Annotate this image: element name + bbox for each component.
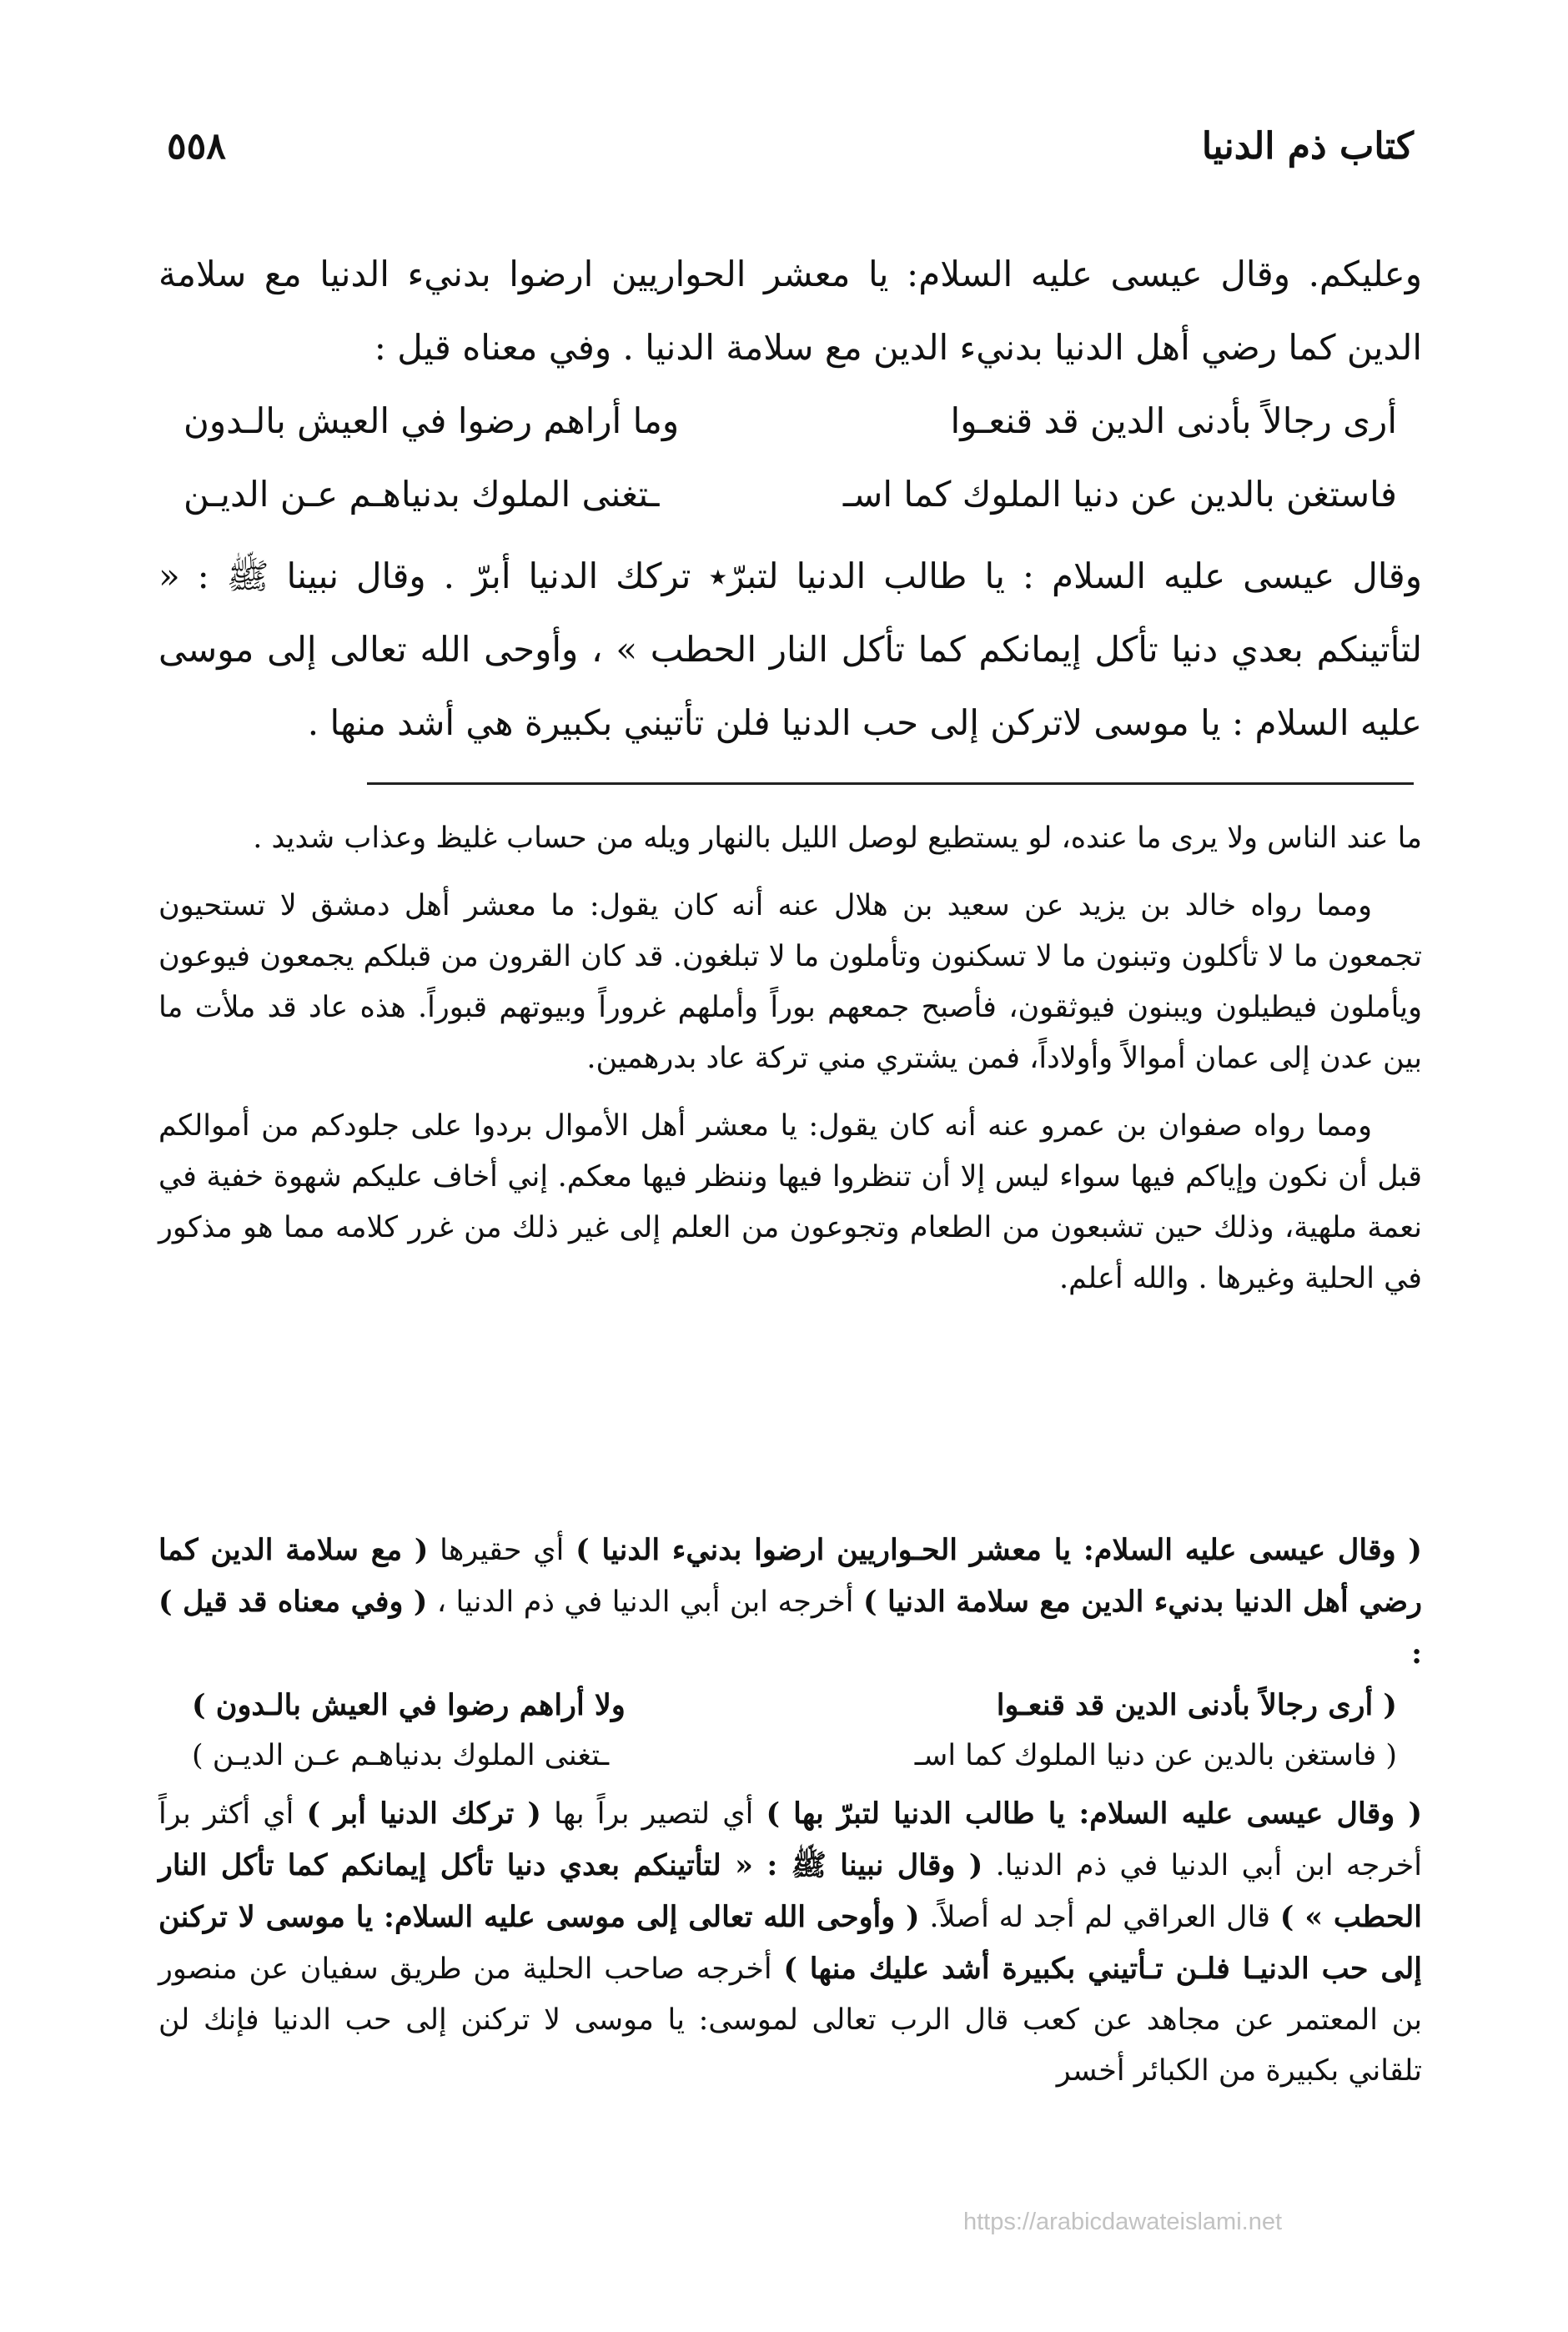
commentary-verse-2-first: ( فاستغن بالدين عن دنيا الملوك كما اسـ [914, 1739, 1397, 1772]
commentary-verse-1 [158, 1680, 1422, 1731]
commentary-verse-1-first: ( أرى رجالاً بأدنى الدين قد قنعـوا [996, 1688, 1397, 1722]
quoted-text: ( وقال عيسى عليه السلام: يا طالب الدنيا لتبرّ بها ) [766, 1797, 1423, 1831]
gloss: أخرجه ابن أبي الدنيا في ذم الدنيا ، [427, 1586, 863, 1619]
commentary-verse-1-second: ولا أراهم رضوا في العيش بالـدون ) [192, 1688, 626, 1722]
page-number: ٥٥٨ [167, 125, 226, 168]
gloss: أي أكثر براً أخرجه ابن أبي الدنيا في ذم الدنيا. [158, 1797, 1422, 1882]
main-paragraph-1: وعليكم. وقال عيسى عليه السلام: يا معشر الحواريين ارضوا بدنيء الدنيا مع سلامة الدين كما رضي أهل الدنيا بدنيء الدين مع سلامة الدنيا . وفي معناه قيل : [158, 254, 1422, 368]
footnote-khalid: ومما رواه خالد بن يزيد عن سعيد بن هلال عنه أنه كان يقول: ما معشر أهل دمشق لا تستحيون تجمعون ما لا تأكلون وتبنون ما لا تسكنون وتأملون ما لا تبلغون. قد كان القرون من قبلكم يجمعون فيوعون ويأملون فيطيلون ويبنون فيوثقون، فأصبح جمعهم بوراً وأملهم غروراً وبيوتهم قبوراً. هذه عاد قد ملأت ما بين عدن إلى عمان أموالاً وأولاداً، فمن يشتري مني تركة عاد بدرهمين. [158, 889, 1422, 1075]
commentary-verse-2 [158, 1731, 1422, 1782]
commentary-paragraph-1 [158, 1525, 1422, 1680]
main-paragraph-2: وقال عيسى عليه السلام : يا طالب الدنيا لتبرّ٭ تركك الدنيا أبرّ . وقال نبينا ﷺ : « لتأتينكم بعدي دنيا تأكل إيمانكم كما تأكل النار الحطب » ، وأوحى الله تعالى إلى موسى عليه السلام : يا موسى لاتركن إلى حب الدنيا فلن تأتيني بكبيرة هي أشد منها . [158, 555, 1422, 743]
footnote-separator [367, 782, 1414, 785]
commentary-paragraph-2 [158, 1788, 1422, 2097]
quoted-text: ( تركك الدنيا أبر ) [306, 1797, 541, 1831]
poem-verse-1 [158, 384, 1422, 458]
commentary-verse-2-second: ـتغنى الملوك بدنياهـم عـن الديـن ) [192, 1739, 610, 1772]
book-page [158, 0, 1422, 2332]
commentary [158, 1525, 1422, 2097]
website-watermark: https://arabicdawateislami.net [963, 2209, 1283, 2235]
quoted-text: ( وقال نبينا ﷺ : « لتأتينكم بعدي دنيا تأكل إيمانكم كما تأكل النار الحطب » ) [158, 1848, 1422, 1934]
footnotes [158, 813, 1422, 1321]
gloss: أي لتصير براً بها [541, 1797, 766, 1831]
gloss: أخرجه صاحب الحلية من طريق سفيان عن منصور بن المعتمر عن مجاهد عن كعب قال الرب تعالى لموسى: يا موسى لا تركنن إلى حب الدنيا فإنك لن تلقاني بكبيرة من الكبائر أخسر [158, 1953, 1422, 2088]
verse-1-second-hemistich: وما أراهم رضوا في العيش بالـدون [183, 400, 680, 441]
quoted-text: ( وأوحى الله تعالى إلى موسى عليه السلام: يا موسى لا تركنن إلى حب الدنيـا فلـن تـأتيني بكبيرة أشد عليك منها ) [158, 1900, 1422, 1986]
verse-1-first-hemistich: أرى رجالاً بأدنى الدين قد قنعـوا [950, 400, 1397, 441]
footnote-continuation: ما عند الناس ولا يرى ما عنده، لو يستطيع لوصل الليل بالنهار ويله من حساب غليظ وعذاب شديد . [253, 822, 1422, 855]
footnote-safwan: ومما رواه صفوان بن عمرو عنه أنه كان يقول: يا معشر أهل الأموال بردوا على جلودكم من أموالكم قبل أن نكون وإياكم فيها سواء ليس إلا أن تنظروا فيها وننظر فيها معكم. إني أخاف عليكم شهوة خفية في نعمة ملهية، وذلك حين تشبعون من الطعام وتجوعون من العلم إلى غير ذلك من غرر كلامه مما هو مذكور في الحلية وغيرها . والله أعلم. [158, 1109, 1422, 1295]
gloss: قال العراقي لم أجد له أصلاً. [919, 1901, 1280, 1934]
verse-2-first-hemistich: فاستغن بالدين عن دنيا الملوك كما اسـ [842, 474, 1397, 515]
page-header [158, 125, 1422, 183]
main-text [158, 238, 1422, 760]
running-title: كتاب ذم الدنيا [1201, 125, 1414, 168]
quoted-text: ( وفي معناه قد قيل ) : [158, 1585, 1422, 1671]
poem-verse-2 [158, 458, 1422, 531]
verse-2-second-hemistich: ـتغنى الملوك بدنياهـم عـن الديـن [183, 474, 660, 515]
quoted-text: ( مع سلامة الدين كما رضي أهل الدنيا بدنيء الدين مع سلامة الدنيا ) [158, 1533, 1422, 1619]
gloss: أي حقيرها [428, 1534, 576, 1567]
quoted-text: ( وقال عيسى عليه السلام: يا معشر الحـواريين ارضوا بدنيء الدنيا ) [575, 1533, 1422, 1567]
